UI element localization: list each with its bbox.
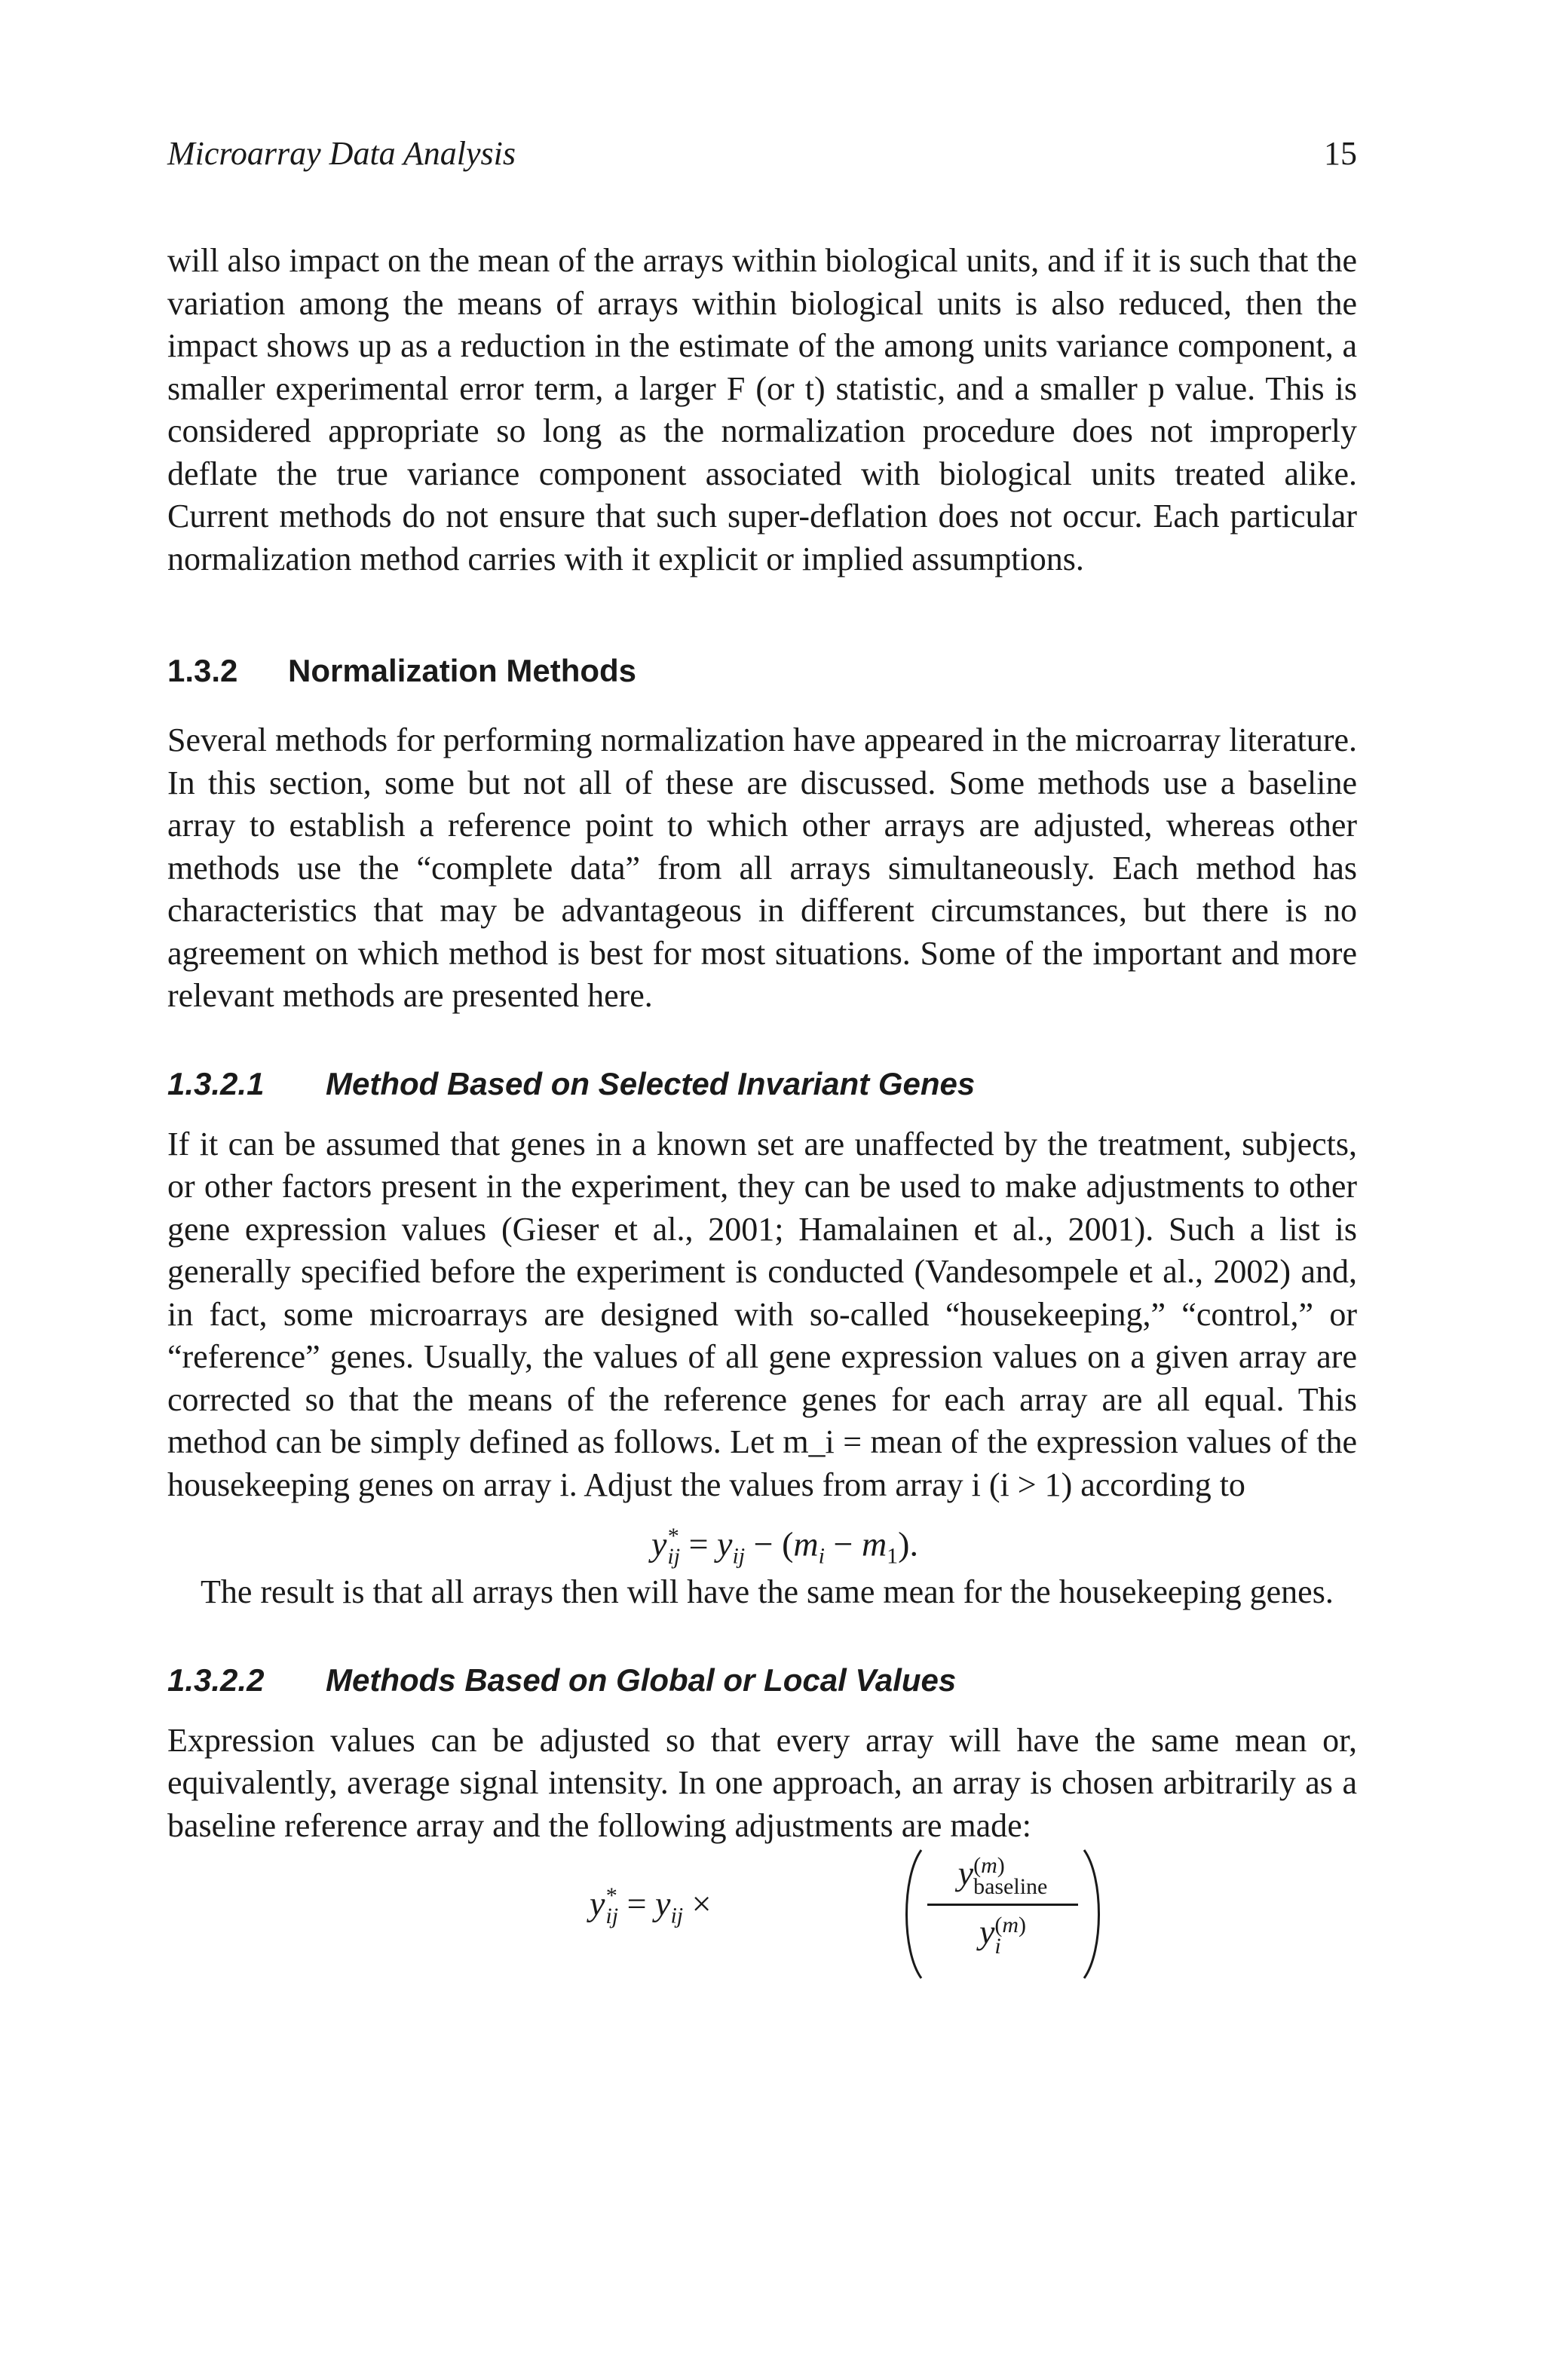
equation-invariant-adjustment: $y^*_{ij} = y_{ij} - (m_i - m_1)$. xyxy=(651,1524,918,1569)
subsection-heading-1-3-2-1 xyxy=(167,1061,1357,1107)
left-paren-icon xyxy=(897,1847,924,1981)
denominator: y (m) i xyxy=(979,1912,1027,1959)
section-number: 1.3.2 xyxy=(167,653,238,688)
equation-baseline-adjustment xyxy=(167,1847,1357,1990)
fraction xyxy=(927,1853,1078,1957)
section-heading-1-3-2 xyxy=(167,648,1357,694)
paragraph-continued: will also impact on the mean of the arrays within biological units, and if it is such that the variation among the means of arrays within biological units is also reduced, then the impact shows up as a reduction in the estimate of the among units variance component, a smaller experimental error term, a larger F (or t) statistic, and a smaller p value. This is considered appropriate so long as the normalization procedure does not improperly deflate the true variance component associated with biological units treated alike. Current methods do not ensure that such super-deflation does not occur. Each particular normalization method carries with it explicit or implied assumptions. xyxy=(167,242,1357,577)
page-number: 15 xyxy=(1324,135,1357,172)
running-title: Microarray Data Analysis xyxy=(167,135,516,172)
equation-lhs: $y^*_{ij} = y_{ij}$ × xyxy=(590,1883,712,1928)
section-paragraph: Several methods for performing normalization have appeared in the microarray literature. In this section, some but not all of these are discussed. Some methods use a baseline array to establish a reference point to which other arrays are adjusted, whereas other methods use the “complete data” from all arrays simultaneously. Each method has characteristics that may be advantageous in different circumstances, but there is no agreement on which method is best for most situations. Some of the important and more relevant methods are presented here. xyxy=(167,721,1357,1014)
fraction-bar xyxy=(927,1904,1078,1906)
result-paragraph: The result is that all arrays then will have the same mean for the housekeeping genes. xyxy=(201,1573,1334,1610)
subsection-number: 1.3.2.2 xyxy=(167,1662,265,1698)
subsection-heading-1-3-2-2 xyxy=(167,1658,1357,1703)
subsection-title: Methods Based on Global or Local Values xyxy=(326,1662,957,1698)
subsection-title: Method Based on Selected Invariant Genes xyxy=(326,1065,976,1101)
body-text xyxy=(167,240,1357,1990)
section-title: Normalization Methods xyxy=(288,653,637,688)
numerator: y (m) baseline xyxy=(957,1853,1048,1900)
subsection-paragraph: Expression values can be adjusted so that every array will have the same mean or, equivalently, average signal intensity. In one approach, an array is chosen arbitrarily as a baseline reference array and the following adjustments are made: xyxy=(167,1721,1357,1844)
subsection-number: 1.3.2.1 xyxy=(167,1065,265,1101)
running-head xyxy=(167,134,1357,179)
subsection-paragraph: If it can be assumed that genes in a known set are unaffected by the treatment, subjects, or other factors present in the experiment, they can be used to make adjustments to other gene expression values (Gieser et al., 2001; Hamalainen et al., 2001). Such a list is generally specified before the experiment is conducted (Vandesompele et al., 2002) and, in fact, some microarrays are designed with so-called “housekeeping,” “control,” or “reference” genes. Usually, the values of all gene expression values on a given array are corrected so that the means of the reference genes for each array are all equal. This method can be simply defined as follows. Let m_i = mean of the expression values of the housekeeping genes on array i. Adjust the values from array i (i > 1) according to xyxy=(167,1125,1357,1503)
right-paren-icon xyxy=(1081,1847,1108,1981)
